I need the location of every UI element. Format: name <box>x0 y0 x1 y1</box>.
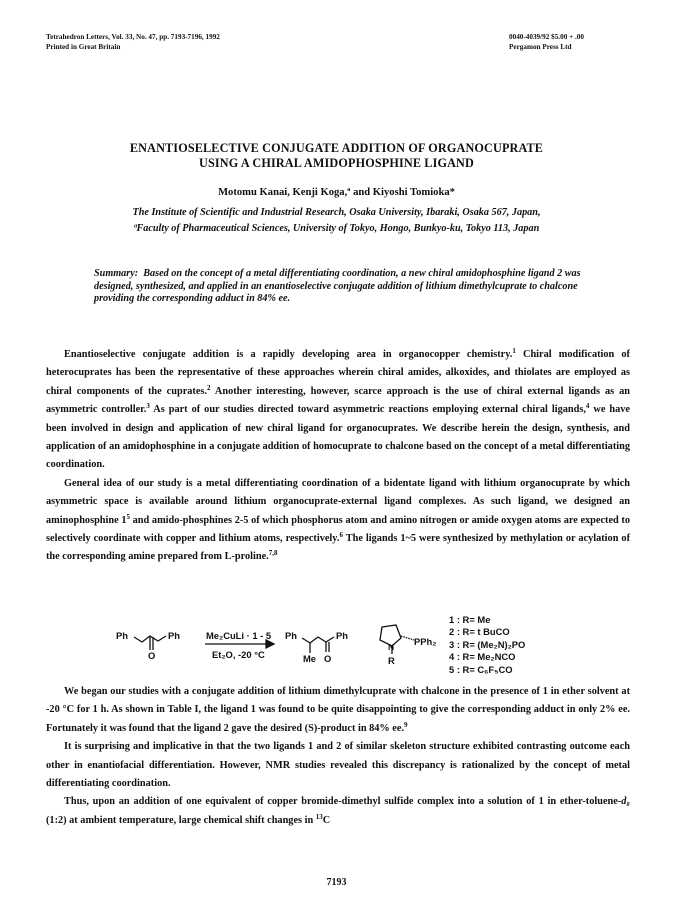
paragraph-4: It is surprising and implicative in that the two ligands 1 and 2 of similar skeleton structure exhibited contrasting outcome each other in enantiofacial differentiation. However, NMR studies revealed this discrepancy is rationalized by the concept of metal differentiating coordination. <box>46 741 630 790</box>
ligand-r-group: R <box>388 655 395 666</box>
product-ph-right: Ph <box>336 630 348 641</box>
ref-4: 4 <box>585 402 590 411</box>
ref-2: 2 <box>207 383 211 392</box>
p5-text-a: Thus, upon an addition of one equivalent of copper bromide-dimethyl sulfide complex into a solution of 1 in ether-toluene- <box>64 796 622 808</box>
product-ph-left: Ph <box>285 630 297 641</box>
reactant-ph-right: Ph <box>168 630 180 641</box>
journal-citation: Tetrahedron Letters, Vol. 33, No. 47, pp. 7193-7196, 1992 <box>46 33 220 41</box>
product-methyl: Me <box>303 653 317 664</box>
reagent-bottom: Et₂O, -20 °C <box>212 649 265 660</box>
printed-in: Printed in Great Britain <box>46 43 121 51</box>
p5-solvent-d8: d₈ <box>621 796 630 808</box>
reactant-ph-left: Ph <box>116 630 128 641</box>
ref-9: 9 <box>404 720 408 729</box>
paragraph-5 <box>46 793 630 830</box>
product-oxygen: O <box>324 653 332 664</box>
p1-text-d: As part of our studies directed toward asymmetric reactions employing external chiral ligands, <box>149 404 586 416</box>
affiliation-1: The Institute of Scientific and Industrial Research, Osaka University, Ibaraki, Osaka 567, Japan, <box>132 207 541 218</box>
reactant-oxygen: O <box>148 650 156 661</box>
ligand-4: 4 : R= Me₂NCO <box>449 651 516 663</box>
p1-text-a: Enantioselective conjugate addition is a rapidly developing area in organocopper chemistry. <box>64 349 513 360</box>
summary-text: Based on the concept of a metal differentiating coordination, a new chiral amidophosphine ligand 2 was designed, synthesized, and applied in an enantioselective conjugate addition of lithium dimethylcuprate to chalcone providing the corresponding adduct in 84% ee. <box>94 268 581 305</box>
ligand-3: 3 : R= (Me₂N)₂PO <box>449 638 526 650</box>
p1-text-e: we have been involved in design and application of new chiral ligand for organocuprates. We describe herein the design, synthesis, and application of an amidophosphine in a conjugate addition of homocuprate to chalcone based on the concept of a metal differentiating coordination. <box>46 404 630 471</box>
ligand-1: 1 : R= Me <box>449 614 491 625</box>
p2-text-b: and amido-phosphines 2-5 of which phosphorus atom and amino nitrogen or amide oxygen atoms are expected to selectively coordinate with copper and lithium atoms, respectively. <box>46 514 631 545</box>
ref-1: 1 <box>512 347 516 355</box>
p2-text-a: General idea of our study is a metal differentiating coordination of a bidentate ligand with lithium organocuprate by which asymmetric space is available around lithium organocuprate-external ligand complexes. As such ligand, we designed an aminophosphine 1 <box>46 477 630 526</box>
ref-5: 5 <box>126 512 130 521</box>
p5-text-b: (1:2) at ambient temperature, large chemical shift changes in <box>46 814 316 826</box>
ligand-pph2: PPh₂ <box>414 636 437 647</box>
ligand-nitrogen: N <box>388 642 395 652</box>
paragraph-3 <box>46 683 630 738</box>
p2-text-c: The ligands 1~5 were synthesized by methylation or acylation of the corresponding amine prepared from L-proline. <box>46 533 630 563</box>
p1-text-b: Chiral modification of heterocuprates has been the representative of these approaches wherein chiral amides, alkoxides, and thiolates are employed as chiral components of the cuprates. <box>46 349 630 397</box>
title-line-2: USING A CHIRAL AMIDOPHOSPHINE LIGAND <box>199 156 474 170</box>
author-list: Motomu Kanai, Kenji Koga,ª and Kiyoshi Tomioka* <box>218 187 455 198</box>
p5-text-c: C <box>322 814 331 826</box>
affiliation-2: ªFaculty of Pharmaceutical Sciences, University of Tokyo, Hongo, Bunkyo-ku, Tokyo 113, Japan <box>133 223 540 234</box>
body-lower <box>46 683 630 830</box>
page-number: 7193 <box>326 877 347 888</box>
summary-label: Summary: <box>94 268 139 279</box>
p3-text: We began our studies with a conjugate addition of lithium dimethylcuprate with chalcone in the presence of 1 in ether solvent at -20 °C for 1 h. As shown in Table I, the ligand 1 was found to be quite disappointing to give the corresponding adduct in only 2% ee. Fortunately it was found that the ligand 2 gave the desired (S)-product in 84% ee. <box>46 686 630 734</box>
publisher-name: Pergamon Press Ltd <box>509 43 572 51</box>
ref-3: 3 <box>146 402 150 411</box>
ref-7-8: 7,8 <box>268 549 278 558</box>
ligand-2: 2 : R= t BuCO <box>449 626 510 638</box>
ligand-list <box>449 614 525 676</box>
p5-isotope: 13 <box>315 812 323 821</box>
reagent-top: Me₂CuLi · 1 - 5 <box>206 630 272 641</box>
p1-text-c: Another interesting, however, scarce approach is the use of chiral external ligands as an asymmetric controller. <box>46 385 630 416</box>
article-code: 0040-4039/92 $5.00 + .00 <box>509 33 584 41</box>
ligand-5: 5 : R= C₆F₅CO <box>449 663 513 675</box>
ref-6: 6 <box>339 531 343 540</box>
title-line-1: ENANTIOSELECTIVE CONJUGATE ADDITION OF ORGANOCUPRATE <box>129 141 544 155</box>
